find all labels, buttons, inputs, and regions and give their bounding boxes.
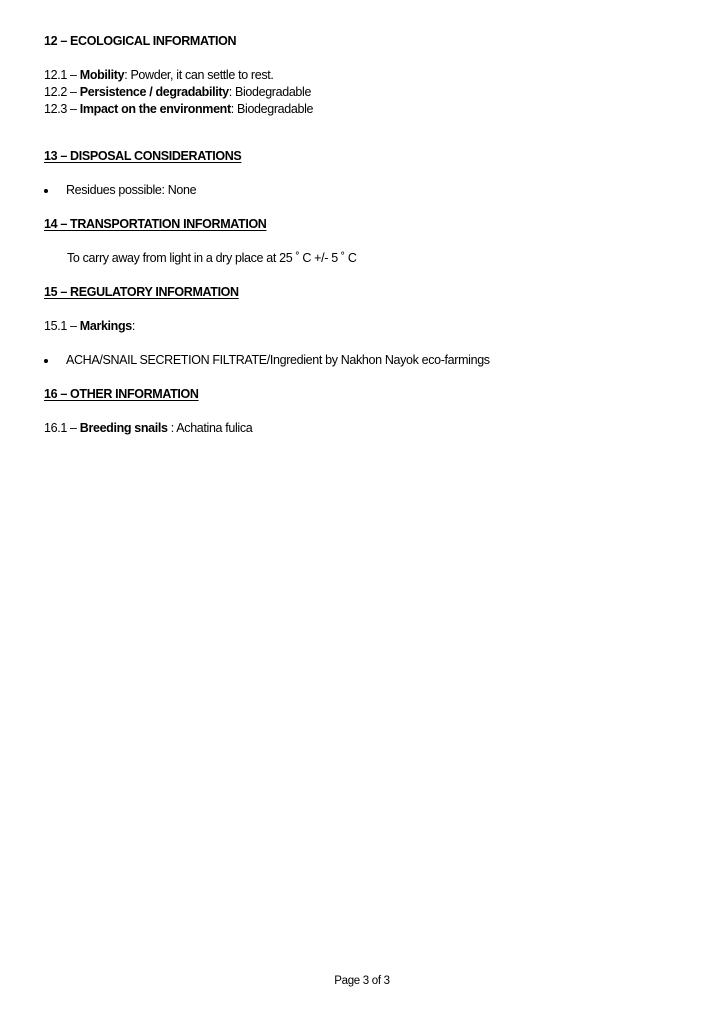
section-16-heading: 16 – OTHER INFORMATION	[44, 387, 199, 401]
item-value: : Biodegradable	[228, 85, 312, 99]
item-value: : Achatina fulica	[167, 421, 253, 435]
bullet-icon	[44, 359, 48, 363]
item-label: Breeding snails	[79, 421, 168, 435]
item-label: Persistence / degradability	[79, 85, 229, 99]
bullet-icon	[44, 189, 48, 193]
item-label: Mobility	[79, 68, 125, 82]
page-number: Page 3 of 3	[334, 975, 390, 987]
section-12-heading: 12 – ECOLOGICAL INFORMATION	[44, 34, 237, 48]
item-prefix: 16.1 –	[44, 421, 80, 435]
item-prefix: 12.3 –	[44, 102, 80, 116]
item-prefix: 15.1 –	[44, 319, 80, 333]
section-12-item-3	[44, 101, 313, 118]
item-value: : Powder, it can settle to rest.	[124, 68, 274, 82]
section-13-bullet-text: Residues possible: None	[66, 183, 197, 197]
item-prefix: 12.1 –	[44, 68, 80, 82]
section-12-item-2	[44, 84, 311, 101]
item-label: Markings	[79, 319, 132, 333]
section-13-heading: 13 – DISPOSAL CONSIDERATIONS	[44, 149, 242, 163]
section-14-heading: 14 – TRANSPORTATION INFORMATION	[44, 217, 267, 231]
section-15-heading: 15 – REGULATORY INFORMATION	[44, 285, 239, 299]
section-15-item-1	[44, 318, 135, 335]
item-label: Impact on the environment	[79, 102, 231, 116]
section-14-text: To carry away from light in a dry place at 25 ˚ C +/- 5 ˚ C	[67, 251, 357, 265]
item-prefix: 12.2 –	[44, 85, 80, 99]
section-15-bullet-text: ACHA/SNAIL SECRETION FILTRATE/Ingredient by Nakhon Nayok eco-farmings	[66, 353, 490, 367]
item-value: : Biodegradable	[230, 102, 314, 116]
section-12-item-1	[44, 67, 274, 84]
item-value: :	[131, 319, 135, 333]
section-16-item-1	[44, 420, 252, 437]
